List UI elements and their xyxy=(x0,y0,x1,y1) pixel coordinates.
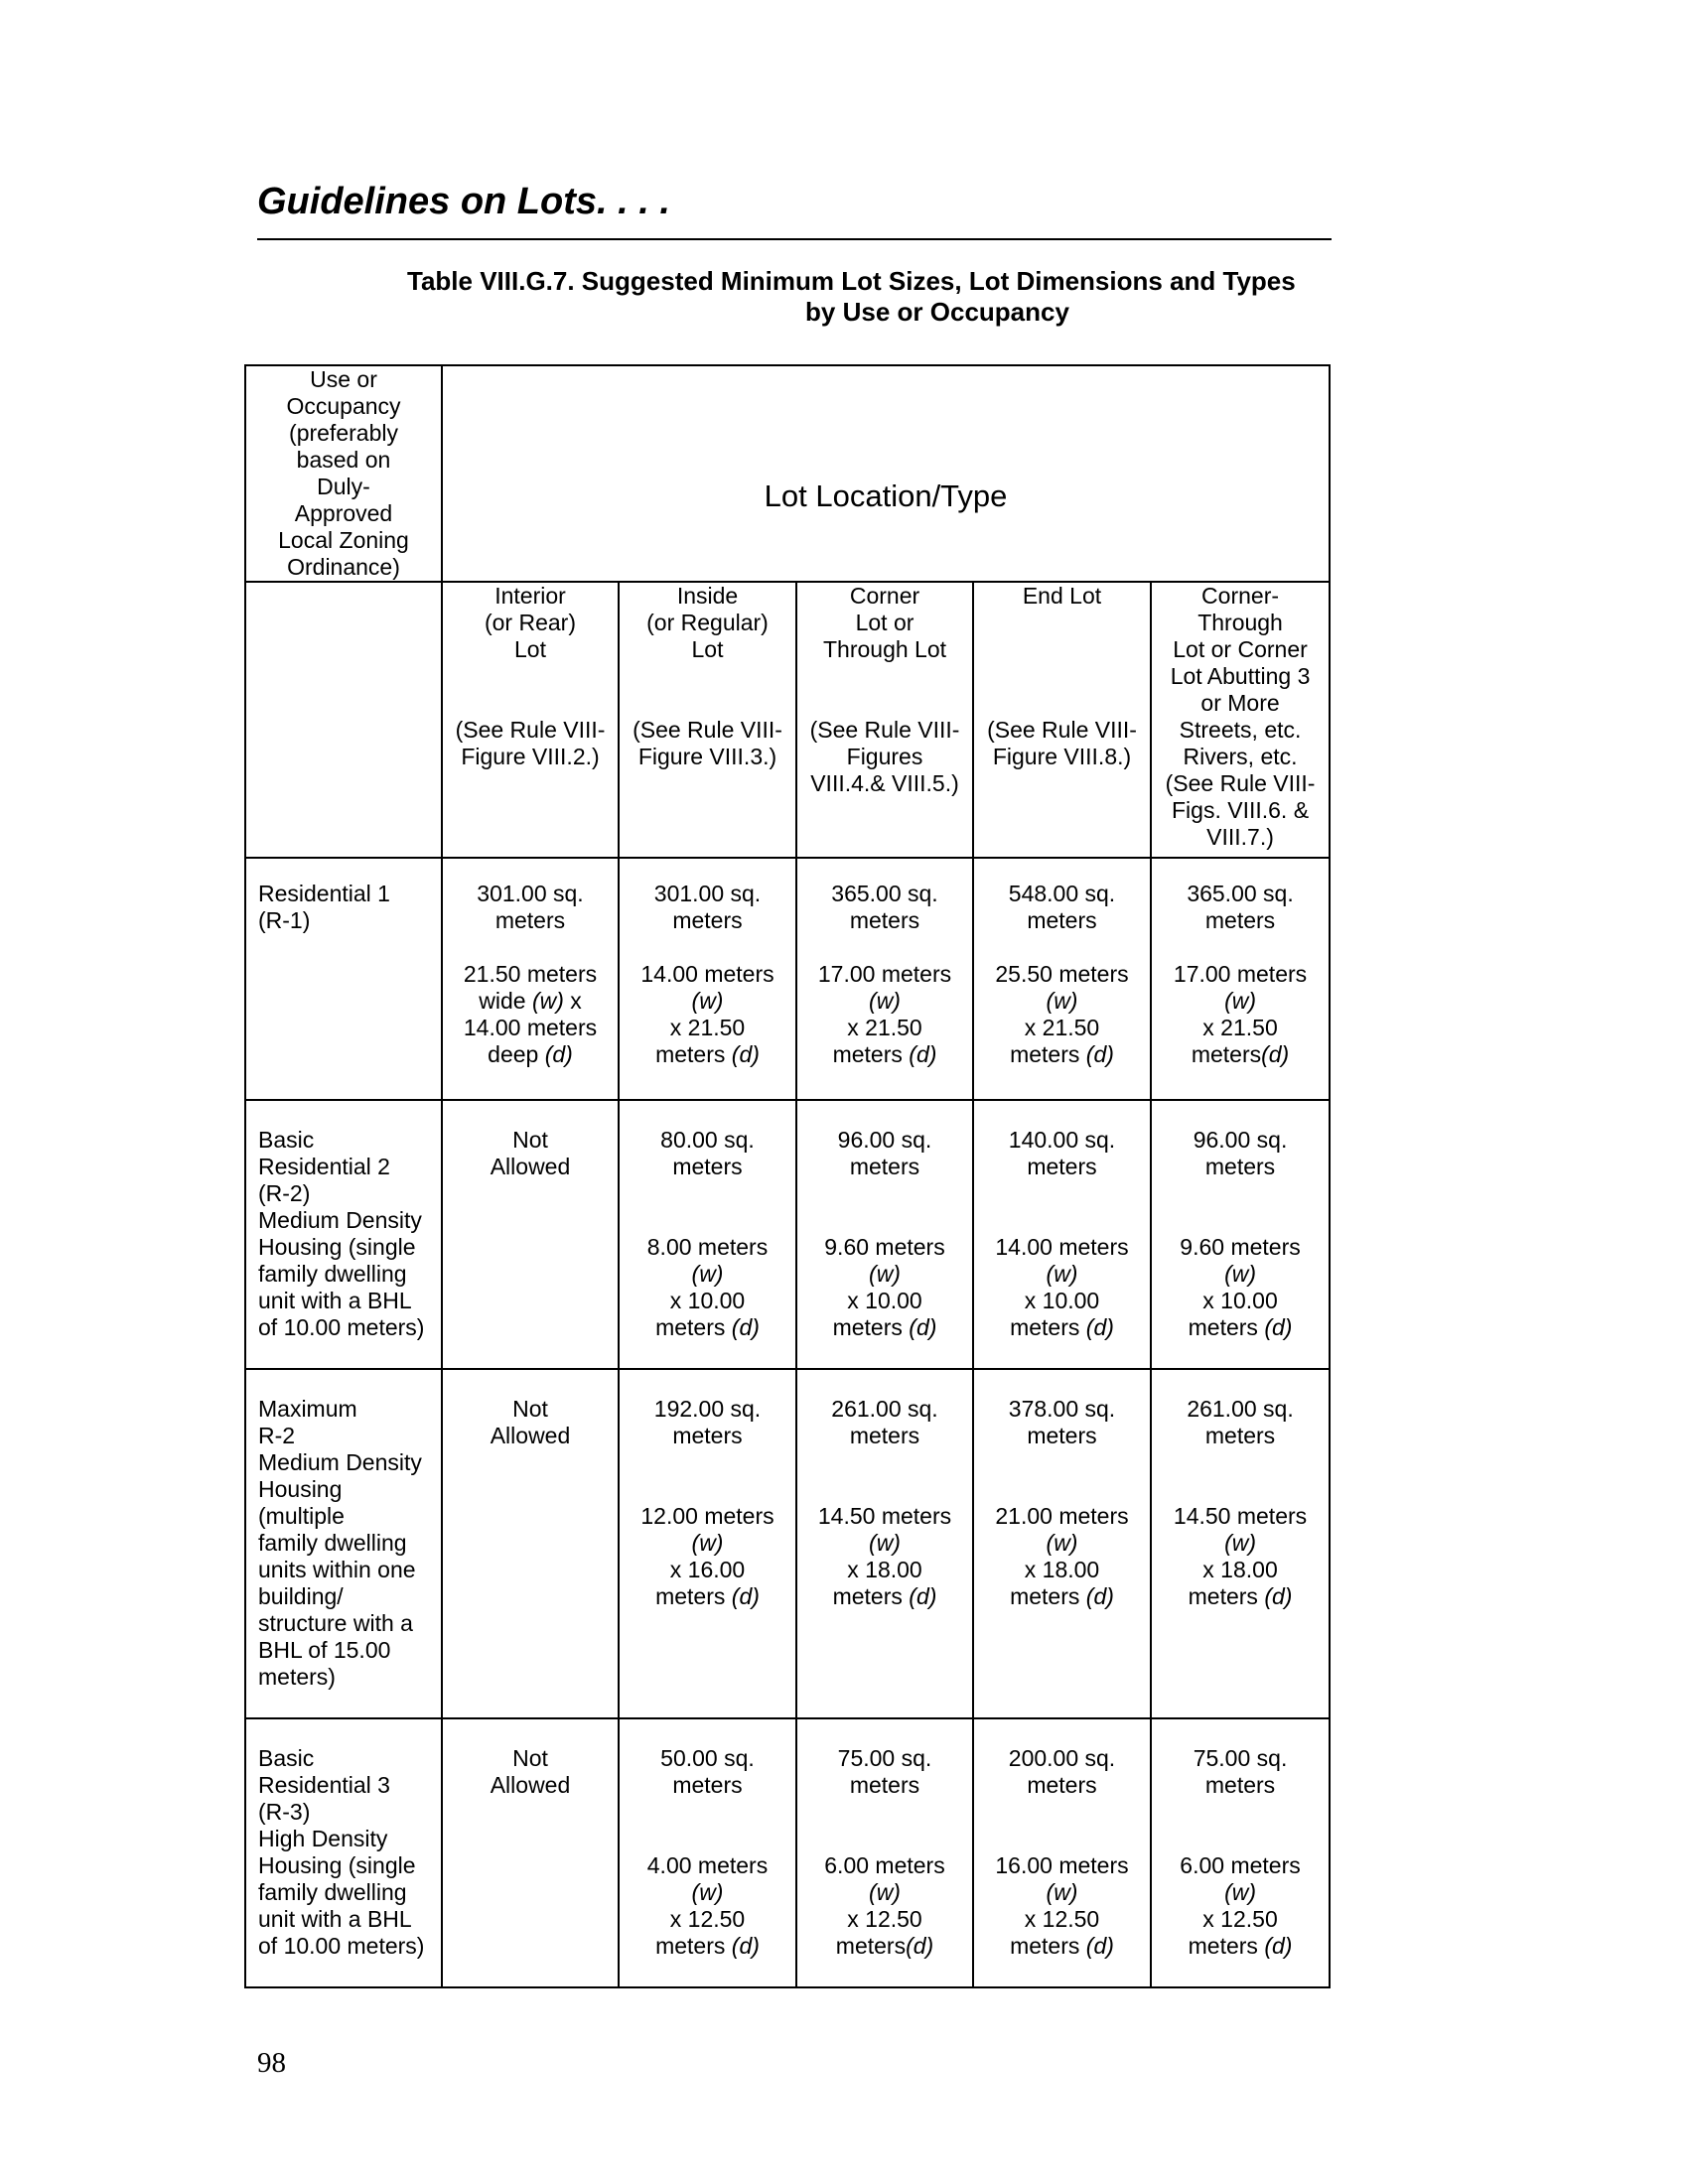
lot-cell xyxy=(1151,1718,1330,1987)
use-cell-r1: Residential 1 (R-1) xyxy=(245,858,442,1100)
lot-cell xyxy=(796,858,973,1100)
lot-dimensions: 12.00 meters (w) x 16.00 meters (d) xyxy=(640,1503,774,1609)
use-cell-r2-maximum: Maximum R-2 Medium Density Housing (multiple family dwelling units within one building/ structure with a BHL of 15.00 meters) xyxy=(245,1369,442,1718)
lot-cell xyxy=(619,1718,796,1987)
column-name: End Lot xyxy=(1022,583,1102,609)
lot-area: 75.00 sq. meters xyxy=(1193,1745,1288,1798)
lot-dimensions: 6.00 meters (w) x 12.50 meters (d) xyxy=(1180,1852,1301,1959)
lot-cell xyxy=(796,1100,973,1369)
table-column-header-row xyxy=(245,582,1330,858)
table-caption-line-2: by Use or Occupancy xyxy=(805,297,1069,327)
lot-dimensions: 14.50 meters (w) x 18.00 meters (d) xyxy=(817,1503,952,1609)
header-rule xyxy=(257,238,1332,240)
lot-area: 96.00 sq. meters xyxy=(837,1127,932,1179)
lot-dimensions: 14.00 meters (w) x 21.50 meters (d) xyxy=(640,961,774,1067)
lot-dimensions: 21.50 meters wide (w) x 14.00 meters deep (d) xyxy=(463,961,598,1067)
lot-location-header-cell xyxy=(442,365,1330,582)
lot-area: 200.00 sq. meters xyxy=(1008,1745,1116,1798)
lot-cell xyxy=(973,1100,1151,1369)
lot-area: 301.00 sq. meters xyxy=(477,881,584,933)
lot-dimensions: 25.50 meters (w) x 21.50 meters (d) xyxy=(995,961,1129,1067)
lot-area: 378.00 sq. meters xyxy=(1008,1396,1116,1448)
column-reference: (See Rule VIII- Figure VIII.2.) xyxy=(455,717,606,769)
lot-area: 261.00 sq. meters xyxy=(1187,1396,1294,1448)
column-name: Corner- Through Lot or Corner Lot Abutting 3 or More xyxy=(1170,583,1311,716)
table-row-r2-maximum xyxy=(245,1369,1330,1718)
lot-area: 50.00 sq. meters xyxy=(660,1745,755,1798)
column-name: Inside (or Regular) Lot xyxy=(646,583,769,662)
lot-cell xyxy=(619,858,796,1100)
column-header-corner xyxy=(796,582,973,858)
lot-cell xyxy=(796,1369,973,1718)
lot-dimensions: 9.60 meters (w) x 10.00 meters (d) xyxy=(824,1234,945,1340)
lot-area: 301.00 sq. meters xyxy=(653,881,762,933)
table-caption-line-1: Table VIII.G.7. Suggested Minimum Lot Sizes, Lot Dimensions and Types xyxy=(407,266,1296,296)
lot-area: 548.00 sq. meters xyxy=(1008,881,1116,933)
table-caption xyxy=(397,266,1331,328)
lot-cell xyxy=(973,1369,1151,1718)
lot-area: 365.00 sq. meters xyxy=(1187,881,1294,933)
lot-area: 261.00 sq. meters xyxy=(831,1396,938,1448)
lot-dimensions: 9.60 meters (w) x 10.00 meters (d) xyxy=(1180,1234,1301,1340)
column-header-end xyxy=(973,582,1151,858)
lot-cell xyxy=(796,1718,973,1987)
running-header-title: Guidelines on Lots. . . . xyxy=(257,181,670,222)
lot-cell xyxy=(619,1369,796,1718)
lot-cell xyxy=(1151,858,1330,1100)
use-cell-r3: Basic Residential 3 (R-3) High Density Housing (single family dwelling unit with a BHL of 10.00 meters) xyxy=(245,1718,442,1987)
lot-dimensions: 4.00 meters (w) x 12.50 meters (d) xyxy=(646,1852,769,1959)
lot-location-header: Lot Location/Type xyxy=(764,478,1008,513)
column-name: Interior (or Rear) Lot xyxy=(484,583,576,662)
use-occupancy-header: Use or Occupancy (preferably based on Duly- Approved Local Zoning Ordinance) xyxy=(245,365,442,582)
lot-area: 365.00 sq. meters xyxy=(831,881,938,933)
column-reference: (See Rule VIII- Figure VIII.3.) xyxy=(633,717,782,769)
lot-cell xyxy=(619,1100,796,1369)
lot-dimensions: 8.00 meters (w) x 10.00 meters (d) xyxy=(646,1234,769,1340)
column-header-inside xyxy=(619,582,796,858)
not-allowed-cell: Not Allowed xyxy=(442,1100,619,1369)
table-row-r3 xyxy=(245,1718,1330,1987)
table-row-r2-basic xyxy=(245,1100,1330,1369)
page-number: 98 xyxy=(257,2047,286,2079)
lot-dimensions: 14.00 meters (w) x 10.00 meters (d) xyxy=(995,1234,1129,1340)
lot-dimensions: 16.00 meters (w) x 12.50 meters (d) xyxy=(995,1852,1129,1959)
lot-size-table xyxy=(244,364,1331,1988)
column-header-interior xyxy=(442,582,619,858)
lot-area: 140.00 sq. meters xyxy=(1008,1127,1116,1179)
not-allowed-cell: Not Allowed xyxy=(442,1369,619,1718)
lot-dimensions: 21.00 meters (w) x 18.00 meters (d) xyxy=(995,1503,1129,1609)
not-allowed-cell: Not Allowed xyxy=(442,1718,619,1987)
column-reference: (See Rule VIII- Figure VIII.8.) xyxy=(987,717,1137,769)
lot-area: 80.00 sq. meters xyxy=(660,1127,755,1179)
lot-dimensions: 6.00 meters (w) x 12.50 meters(d) xyxy=(824,1852,945,1959)
table-header-row xyxy=(245,365,1330,582)
lot-cell xyxy=(973,1718,1151,1987)
lot-dimensions: 17.00 meters (w) x 21.50 meters (d) xyxy=(817,961,952,1067)
use-column-blank xyxy=(245,582,442,858)
use-cell-r2-basic: Basic Residential 2 (R-2) Medium Density Housing (single family dwelling unit with a BHL of 10.00 meters) xyxy=(245,1100,442,1369)
lot-dimensions: 14.50 meters (w) x 18.00 meters (d) xyxy=(1173,1503,1308,1609)
column-reference: (See Rule VIII- Figures VIII.4.& VIII.5.) xyxy=(809,717,960,796)
column-header-corner-through xyxy=(1151,582,1330,858)
lot-cell xyxy=(1151,1369,1330,1718)
lot-area: 96.00 sq. meters xyxy=(1193,1127,1288,1179)
column-name: Corner Lot or Through Lot xyxy=(822,583,947,662)
lot-area: 75.00 sq. meters xyxy=(837,1745,932,1798)
lot-dimensions: 17.00 meters (w) x 21.50 meters(d) xyxy=(1173,961,1308,1067)
column-reference: Streets, etc. Rivers, etc. (See Rule VIII- Figs. VIII.6. & VIII.7.) xyxy=(1165,717,1316,850)
lot-cell xyxy=(973,858,1151,1100)
table-row-r1 xyxy=(245,858,1330,1100)
lot-cell xyxy=(1151,1100,1330,1369)
lot-cell xyxy=(442,858,619,1100)
lot-area: 192.00 sq. meters xyxy=(653,1396,762,1448)
